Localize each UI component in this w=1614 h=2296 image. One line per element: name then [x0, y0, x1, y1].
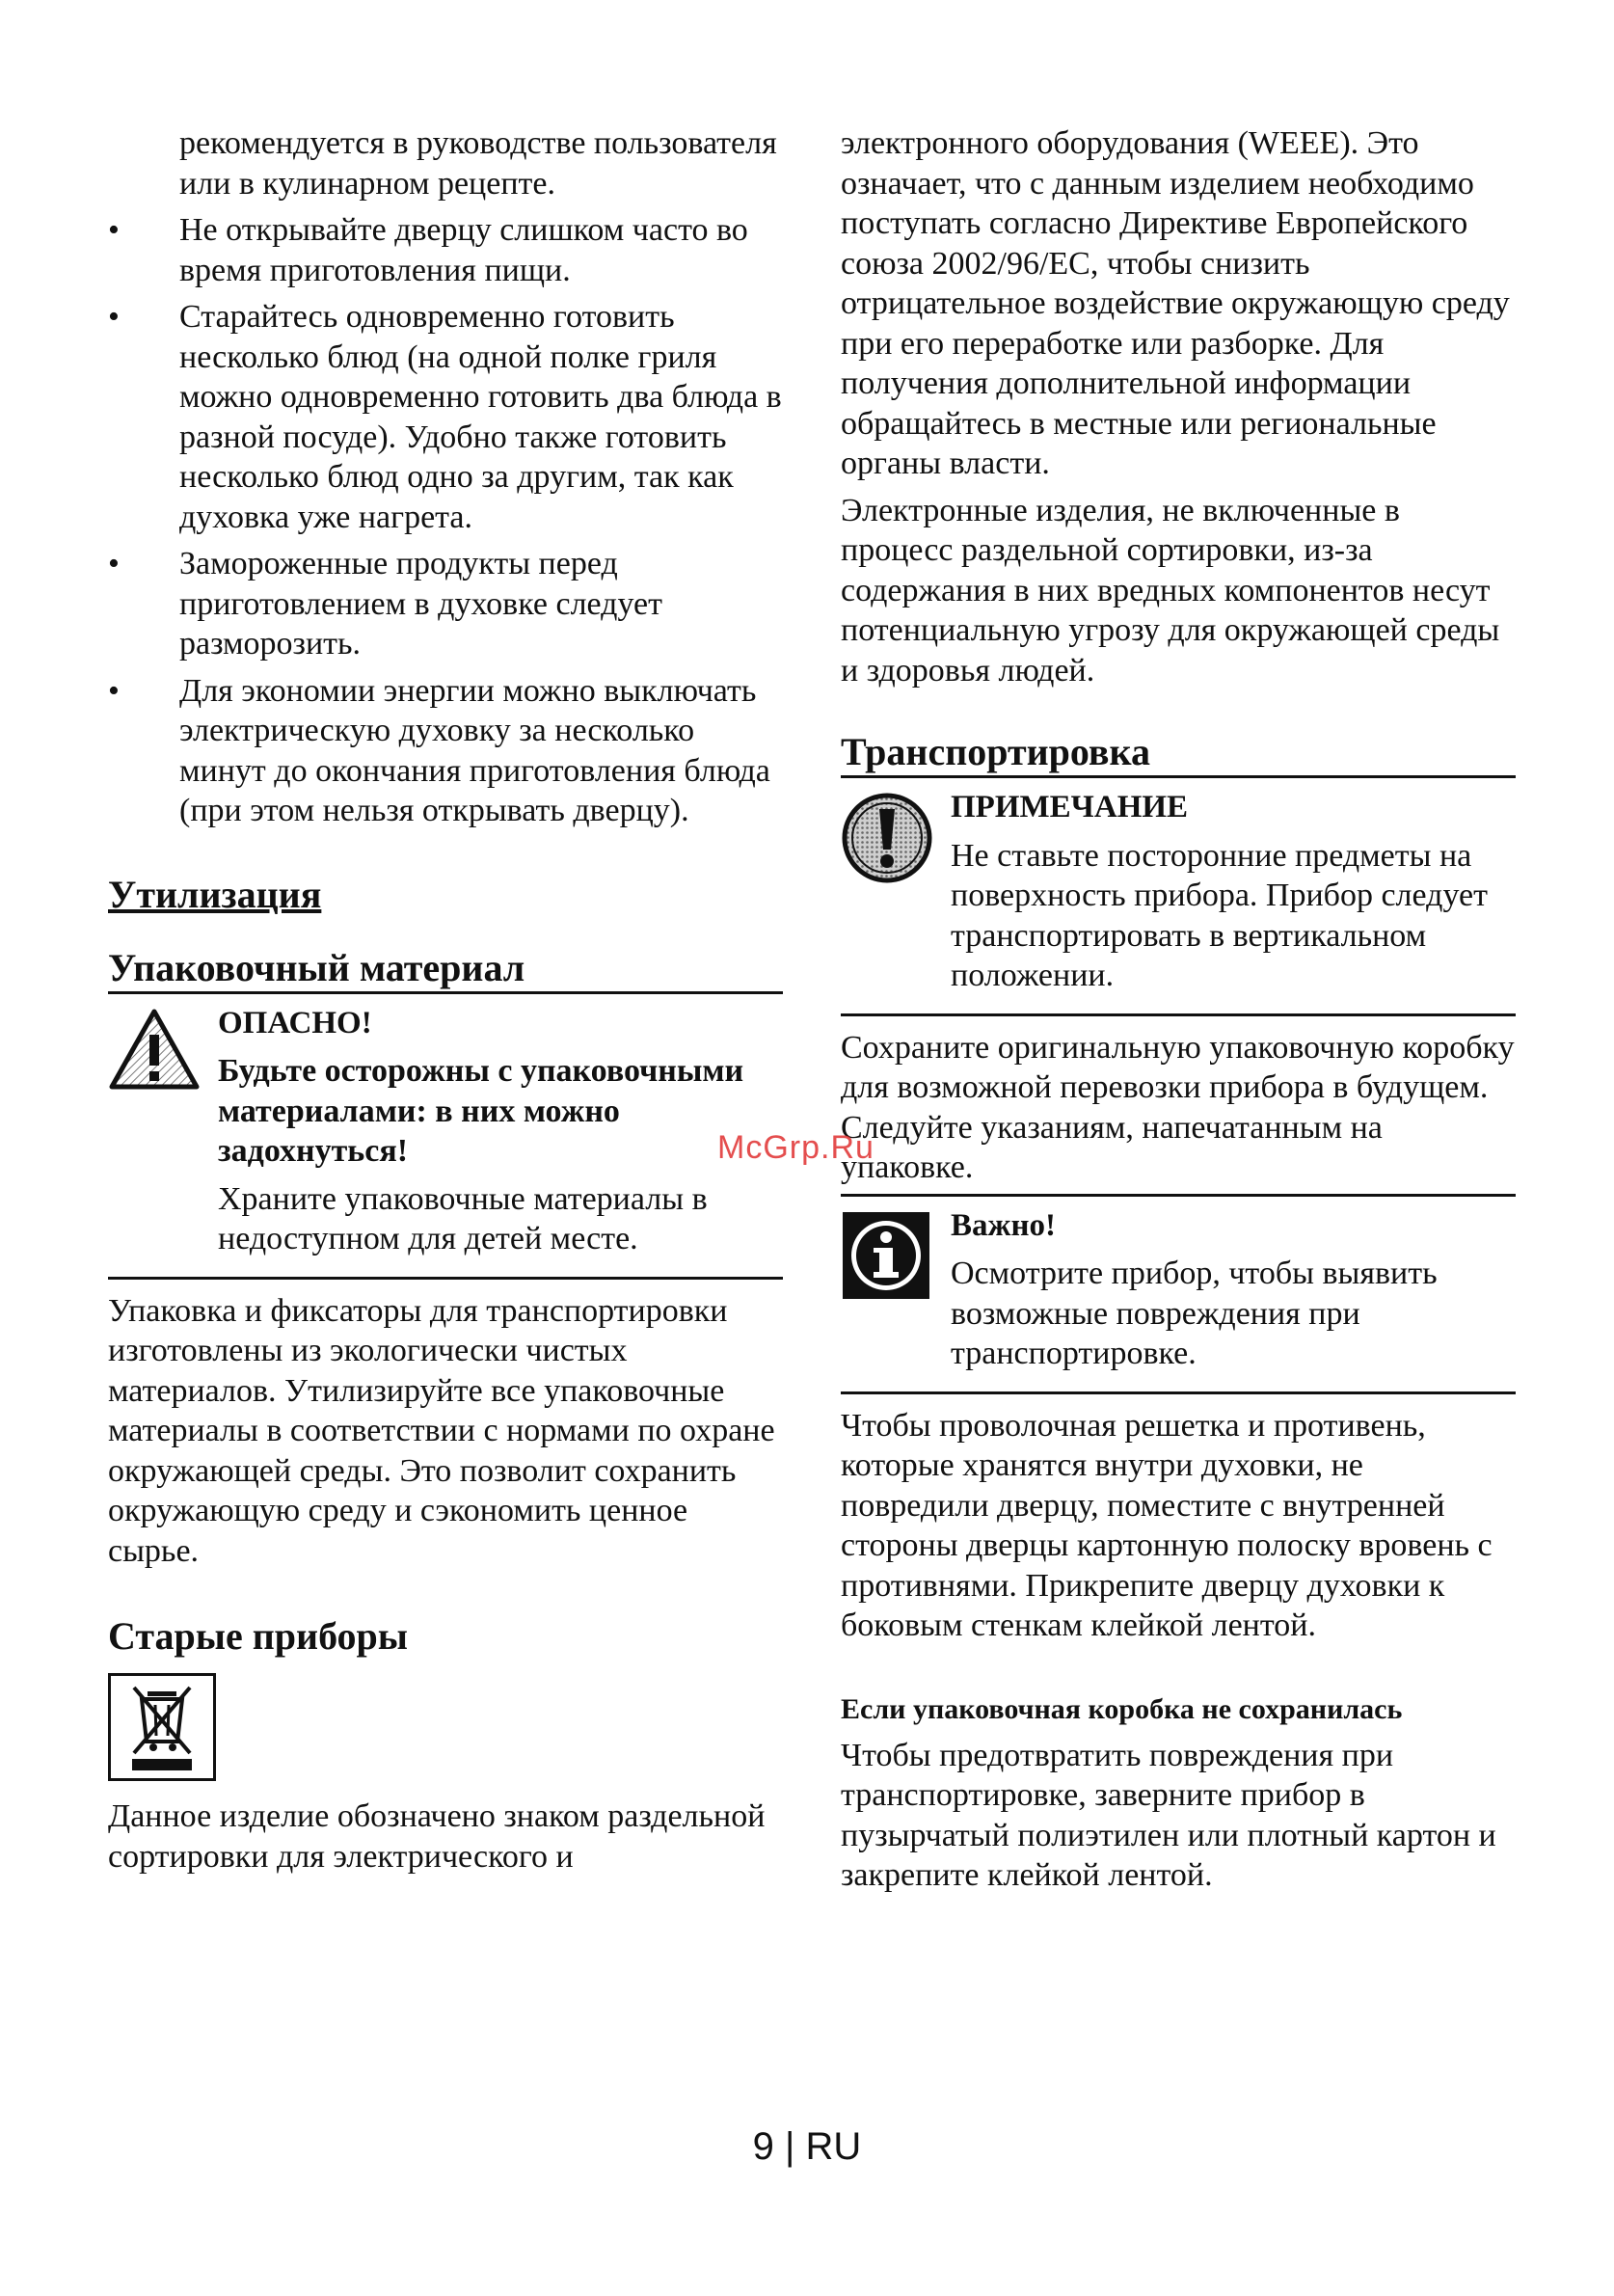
- important-box: [841, 1197, 1516, 1394]
- left-column: [108, 123, 783, 1877]
- danger-title: ОПАСНО!: [218, 1005, 372, 1040]
- note-title: ПРИМЕЧАНИЕ: [951, 790, 1189, 824]
- crossed-bin-icon: [111, 1676, 213, 1778]
- packaging-heading: Упаковочный материал: [108, 945, 783, 994]
- old-devices-heading: Старые приборы: [108, 1614, 409, 1658]
- energy-tips-list: [108, 210, 783, 831]
- list-item: • Для экономии энергии можно выключать электрическую духовку за несколько минут до окончания приготовления блюда (при этом нельзя открывать дверцу).: [108, 671, 783, 831]
- transport-heading: Транспортировка: [841, 729, 1516, 778]
- keep-box-text: Сохраните оригинальную упаковочную коробку для возможной перевозки прибора в будущем. Следуйте указаниям, напечатанным на упаковке.: [841, 1028, 1516, 1197]
- watermark: McGrp.Ru: [717, 1129, 874, 1166]
- page-number: 9 | RU: [752, 2125, 862, 2168]
- list-item: • Не открывайте дверцу слишком часто во время приготовления пищи.: [108, 210, 783, 290]
- important-text: Осмотрите прибор, чтобы выявить возможные повреждения при транспортировке.: [951, 1256, 1438, 1371]
- intro-text: рекомендуется в руководстве пользователя или в кулинарном рецепте.: [179, 125, 777, 202]
- info-icon: [841, 1210, 931, 1301]
- weee-symbol: [108, 1673, 216, 1781]
- important-title: Важно!: [951, 1207, 1056, 1243]
- danger-box: [108, 994, 783, 1280]
- no-box-heading: Если упаковочная коробка не сохранилась: [841, 1692, 1403, 1725]
- disposal-heading: Утилизация: [108, 872, 322, 916]
- packaging-text: Упаковка и фиксаторы для транспортировки изготовлены из экологически чистых материалов. Утилизируйте все упаковочные материалы в соответствии с нормами по охране окружающей среды. Это позволит сохранить окружающую среду и сэкономить ценное сырье.: [108, 1292, 775, 1569]
- exclamation-circle-icon: [841, 792, 933, 884]
- warning-triangle-icon: [108, 1008, 201, 1091]
- note-box: [841, 778, 1516, 1016]
- note-text: Не ставьте посторонние предметы на поверхность прибора. Прибор следует транспортировать в вертикальном положении.: [951, 837, 1488, 993]
- weee-text: электронного оборудования (WEEE). Это означает, что с данным изделием необходимо поступать согласно Директиве Европейского союза 2002/96/ЕС, чтобы снизить отрицательное воздействие окружающую среду при его переработке или разборке. Для получения дополнительной информации обращайтесь в местные или региональные органы власти.: [841, 125, 1510, 481]
- no-box-text: Чтобы предотвратить повреждения при транспортировке, заверните прибор в пузырчатый полиэтилен или плотный картон и закрепите клейкой лентой.: [841, 1737, 1496, 1893]
- list-item: • Старайтесь одновременно готовить несколько блюд (на одной полке гриля можно одновременно готовить два блюда в разной посуде). Удобно также готовить несколько блюд одно за другим, так как духовка уже нагрета.: [108, 297, 783, 537]
- danger-text: Храните упаковочные материалы в недоступном для детей месте.: [218, 1180, 708, 1256]
- electronic-waste-text: Электронные изделия, не включенные в процесс раздельной сортировки, из-за содержания в них вредных компонентов несут потенциальную угрозу для окружающей среды и здоровья людей.: [841, 492, 1500, 689]
- right-column: [841, 123, 1516, 1896]
- old-devices-text: Данное изделие обозначено знаком раздельной сортировки для электрического и: [108, 1798, 766, 1875]
- list-item: • Замороженные продукты перед приготовлением в духовке следует разморозить.: [108, 544, 783, 664]
- danger-bold-text: Будьте осторожны с упаковочными материалами: в них можно задохнуться!: [218, 1053, 744, 1169]
- rack-protection-text: Чтобы проволочная решетка и противень, которые хранятся внутри духовки, не повредили дверцу, поместите с внутренней стороны дверцы картонную полоску вровень с противнями. Прикрепите дверцу духовки к боковым стенкам клейкой лентой.: [841, 1407, 1493, 1643]
